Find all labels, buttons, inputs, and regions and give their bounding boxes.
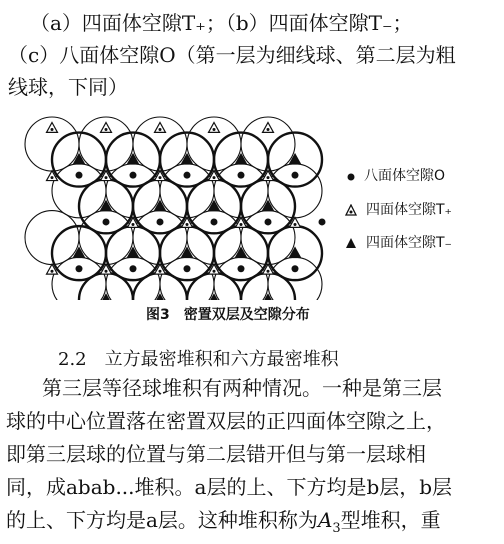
tetrahedral-minus-void-mark [128,248,139,258]
octahedral-void-dot [238,265,245,272]
tetrahedral-minus-void-mark [74,248,85,258]
legend-dot-icon [346,172,356,182]
text-line-3: 线球，下同） [8,75,128,99]
section-heading: 2.2 立方最密堆积和六方最密堆积 [58,349,339,370]
legend-label-tetrahedral-plus: 四面体空隙T₊ [366,202,452,218]
structure-symbol: A [317,508,333,532]
tetrahedral-minus-void-mark [182,248,193,258]
octahedral-void-dot [292,172,299,179]
structure-subscript: 3 [332,521,341,536]
tetrahedral-plus-center-dot [159,176,162,179]
tetrahedral-plus-center-dot [240,223,243,226]
legend-label-octahedral: 八面体空隙O [364,168,446,184]
tetrahedral-minus-void-mark [236,248,247,258]
tetrahedral-minus-void-mark [209,201,220,211]
tetrahedral-plus-center-dot [213,270,216,273]
tetrahedral-plus-center-dot [105,128,108,131]
octahedral-void-dot [211,218,218,225]
text-line-2: （c）八面体空隙O（第一层为细线球、第二层为粗 [8,43,456,67]
tetrahedral-minus-void-mark [263,201,274,211]
tetrahedral-minus-void-mark [290,248,301,258]
tetrahedral-minus-void-mark [236,154,247,164]
legend-label-tetrahedral-minus: 四面体空隙T₋ [366,235,452,251]
octahedral-void-dot [130,265,137,272]
tetrahedral-plus-center-dot [51,176,54,179]
tetrahedral-minus-void-mark [74,154,85,164]
tetrahedral-plus-center-dot [186,223,189,226]
tetrahedral-plus-center-dot [213,128,216,131]
legend-filled-triangle-icon [345,237,357,249]
paragraph-line-4: 同，成abab...堆积。a层的上、下方均是b层，b层 [6,475,453,499]
tetrahedral-plus-center-dot [267,176,270,179]
paragraph-line-1: 第三层等径球堆积有两种情况。一种是第三层 [42,376,442,400]
tetrahedral-plus-center-dot [159,270,162,273]
octahedral-void-dot [319,218,326,225]
tetrahedral-plus-center-dot [132,223,135,226]
octahedral-void-dot [157,218,164,225]
tetrahedral-plus-center-dot [294,223,297,226]
octahedral-void-dot [184,172,191,179]
paragraph-line-5-text-a: 的上、下方均是a层。这种堆积称为 [6,508,318,532]
tetrahedral-minus-void-mark [128,154,139,164]
tetrahedral-plus-center-dot [213,176,216,179]
tetrahedral-plus-center-dot [105,270,108,273]
octahedral-void-dot [292,265,299,272]
text-line-1: （a）四面体空隙T₊；（b）四面体空隙T₋； [30,11,413,35]
octahedral-void-dot [76,172,83,179]
tetrahedral-minus-void-mark [182,154,193,164]
octahedral-void-dot [76,265,83,272]
tetrahedral-plus-center-dot [105,176,108,179]
octahedral-void-dot [130,172,137,179]
octahedral-void-dot [103,218,110,225]
paragraph-line-5-text-b: 型堆积，重 [340,508,441,532]
paragraph-line-5 [6,507,441,542]
octahedral-void-dot [184,265,191,272]
tetrahedral-minus-void-mark [155,201,166,211]
octahedral-void-dot [238,172,245,179]
legend-open-triangle-icon [345,204,357,216]
tetrahedral-plus-center-dot [267,128,270,131]
octahedral-void-dot [265,218,272,225]
paragraph-line-3: 即第三层球的位置与第二层错开但与第一层球相 [6,442,426,466]
tetrahedral-plus-center-dot [159,128,162,131]
tetrahedral-plus-center-dot [51,128,54,131]
tetrahedral-minus-void-mark [290,154,301,164]
paragraph-line-2: 球的中心位置落在密置双层的正四面体空隙之上， [6,409,446,433]
tetrahedral-minus-void-mark [101,201,112,211]
figure-caption: 图3 密置双层及空隙分布 [146,307,310,323]
tetrahedral-plus-center-dot [51,270,54,273]
tetrahedral-plus-center-dot [267,270,270,273]
